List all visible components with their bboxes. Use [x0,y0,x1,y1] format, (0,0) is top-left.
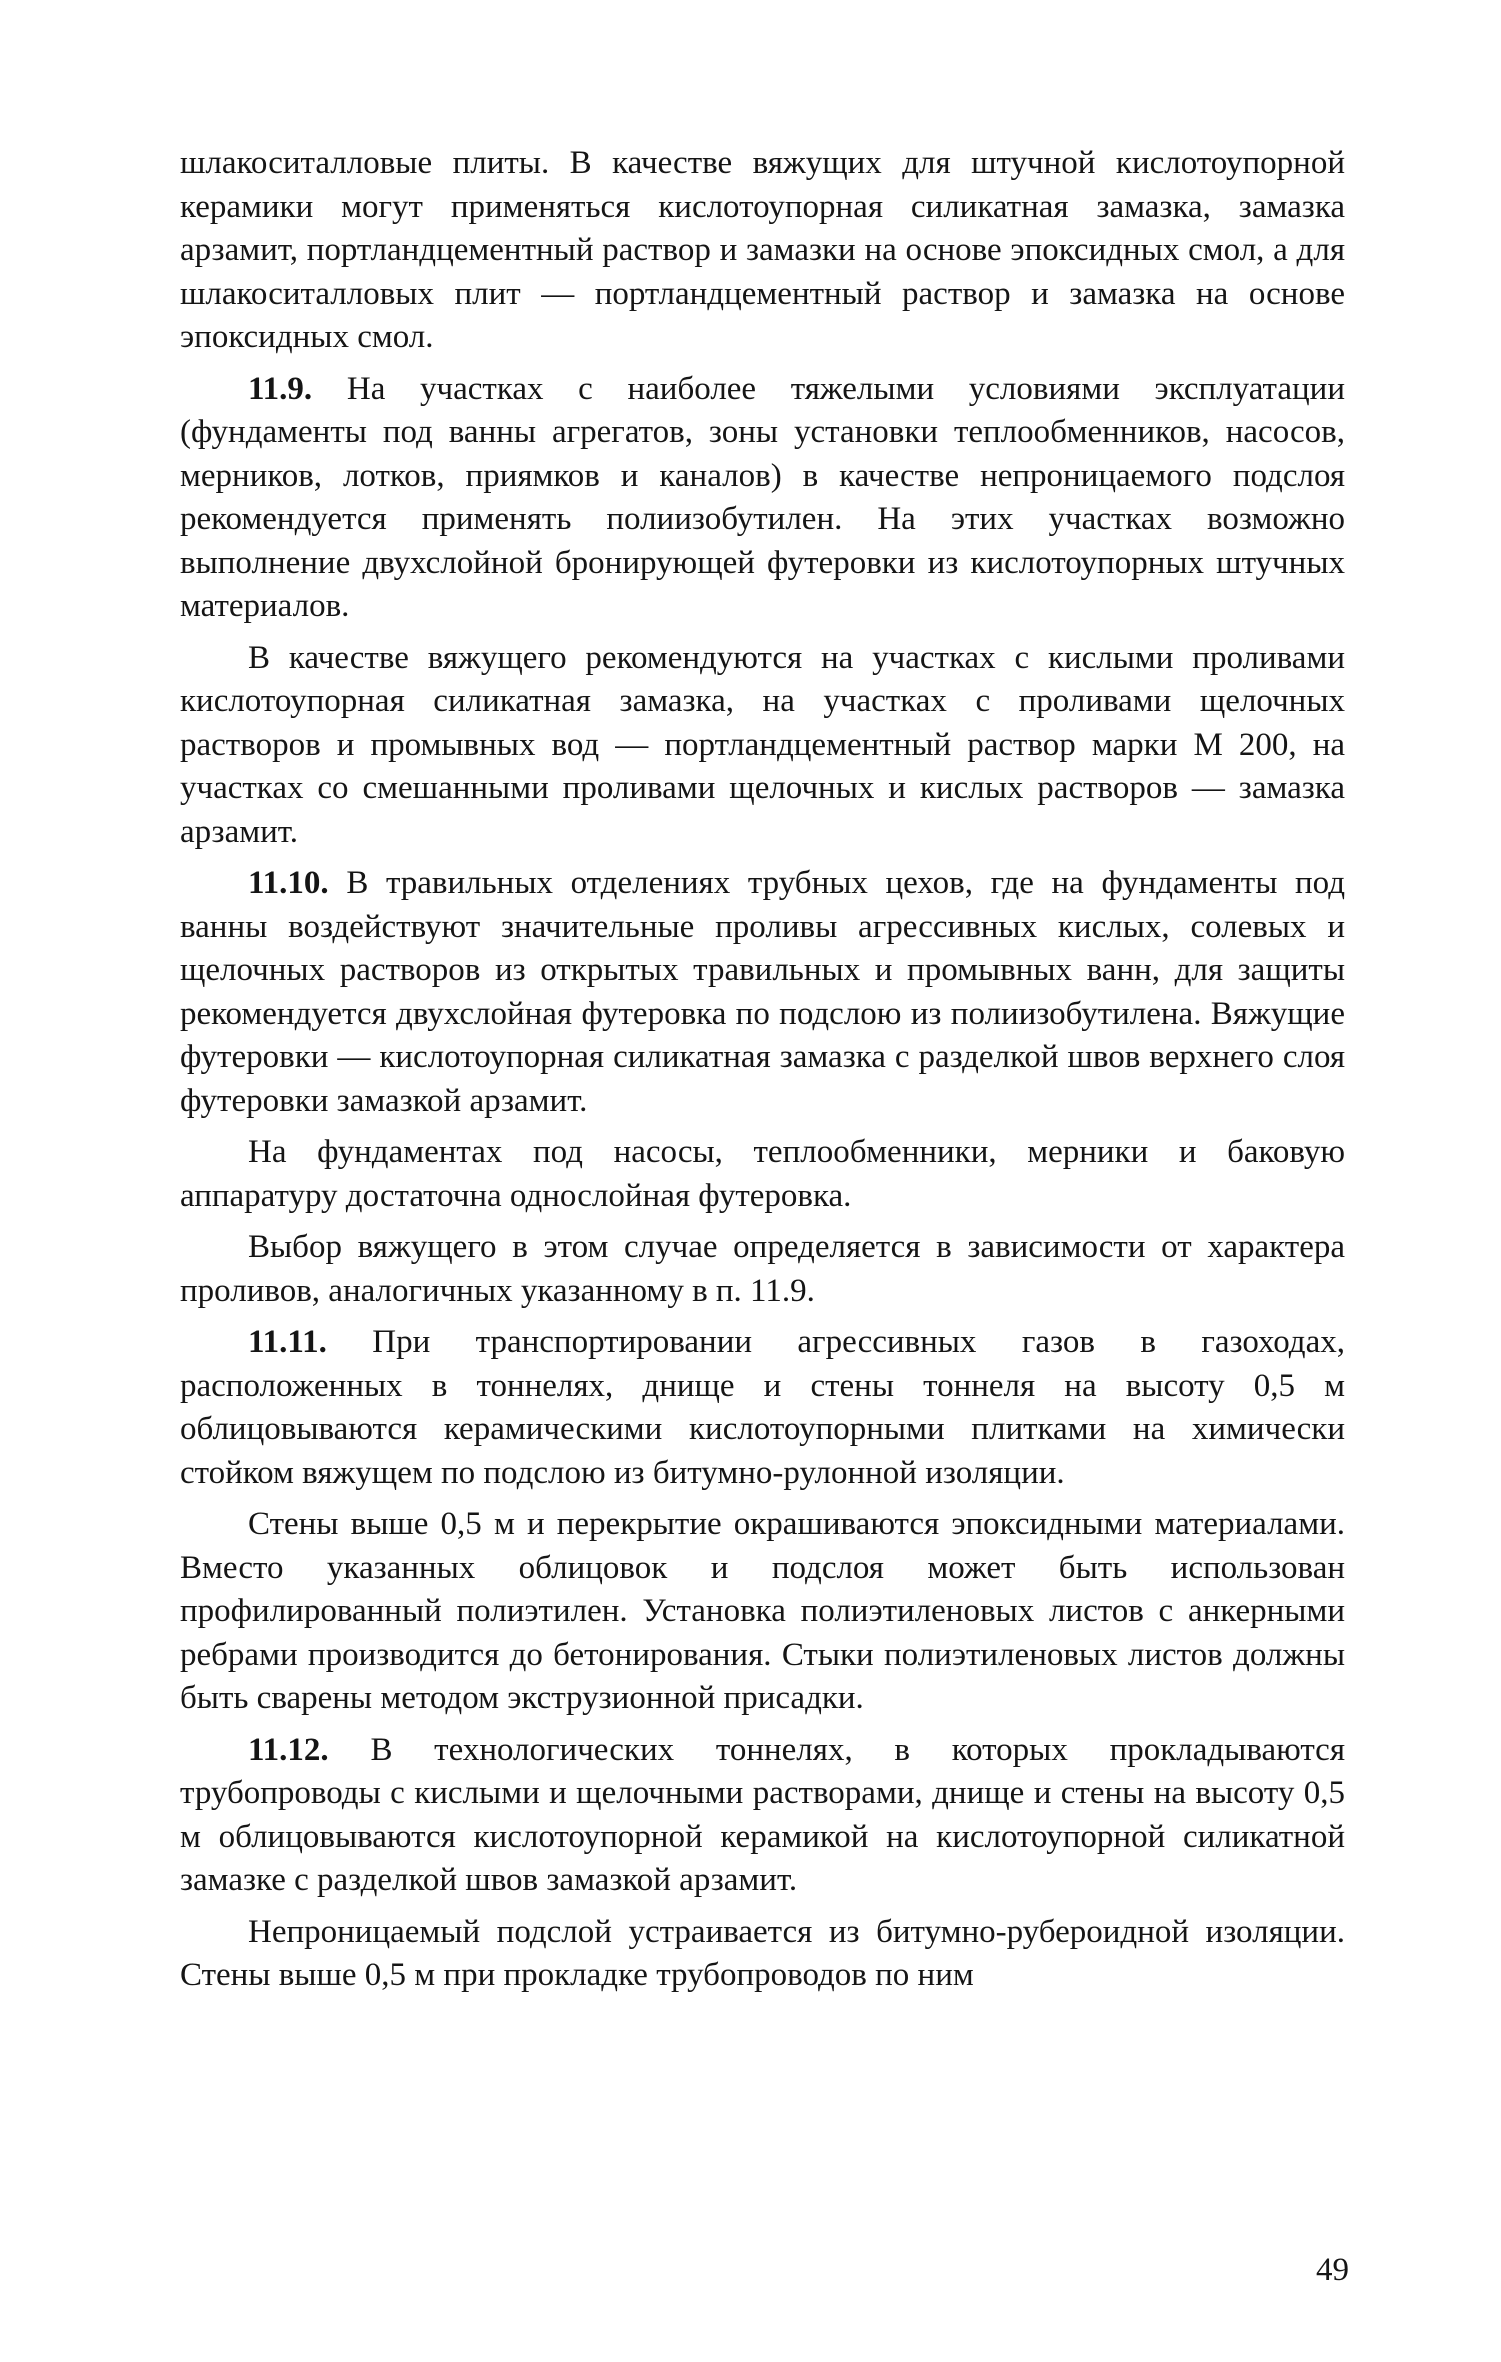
paragraph-text: На участках с наиболее тяжелыми условиями эксплуатации (фундаменты под ванны агрегатов, зоны установки теплообменников, насосов, мерников, лотков, приямков и каналов) в качестве непроницаемого подслоя рекомендуется применять полиизобутилен. На этих участках возможно выполнение двухслойной бронирующей футеровки из кислотоупорных штучных материалов. [180,370,1345,624]
paragraph-text: Выбор вяжущего в этом случае определяется в зависимости от характера проливов, аналогичных указанному в п. 11.9. [180,1229,1345,1309]
page-number: 49 [1316,2252,1349,2288]
section-number: 11.12. [248,1731,329,1768]
paragraph-foundations [180,1131,1345,1218]
paragraph-sublayer [180,1911,1345,1998]
paragraph-text: шлакоситалловые плиты. В качестве вяжущих для штучной кислотоупорной керамики могут применяться кислотоупорная силикатная замазка, замазка арзамит, портландцементный раствор и замазки на основе эпоксидных смол, а для шлакоситалловых плит — портландцементный раствор и замазка на основе эпоксидных смол. [180,145,1345,355]
paragraph-binder-choice [180,1226,1345,1313]
paragraph-11-11 [180,1321,1345,1495]
section-number: 11.10. [248,865,329,901]
paragraph-11-10 [180,862,1345,1123]
paragraph-text: На фундаментах под насосы, теплообменники, мерники и баковую аппаратуру достаточна однослойная футеровка. [180,1134,1345,1214]
page-body [180,142,1345,1998]
paragraph-text: При транспортировании агрессивных газов в газоходах, расположенных в тоннелях, днище и стены тоннеля на высоту 0,5 м облицовываются керамическими кислотоупорными плитками на химически стойком вяжущем по подслою из битумно-рулонной изоляции. [180,1324,1345,1491]
paragraph-walls [180,1503,1345,1721]
paragraph-text: Непроницаемый подслой устраивается из битумно-рубероидной изоляции. Стены выше 0,5 м при прокладке трубопроводов по ним [180,1913,1345,1993]
paragraph-11-9 [180,368,1345,629]
section-number: 11.9. [248,370,313,407]
paragraph-binders [180,637,1345,855]
section-number: 11.11. [248,1324,327,1360]
paragraph-11-12 [180,1729,1345,1903]
paragraph-text: В травильных отделениях трубных цехов, где на фундаменты под ванны воздействуют значительные проливы агрессивных кислых, солевых и щелочных растворов из открытых травильных и промывных ванн, для защиты рекомендуется двухслойная футеровка по подслою из полиизобутилена. Вяжущие футеровки — кислотоупорная силикатная замазка с разделкой швов верхнего слоя футеровки замазкой арзамит. [180,865,1346,1119]
paragraph-text: В технологических тоннелях, в которых прокладываются трубопроводы с кислыми и щелочными растворами, днище и стены на высоту 0,5 м облицовываются кислотоупорной керамикой на кислотоупорной силикатной замазке с разделкой швов замазкой арзамит. [180,1731,1346,1898]
paragraph-text: Стены выше 0,5 м и перекрытие окрашиваются эпоксидными материалами. Вместо указанных облицовок и подслоя может быть использован профилированный полиэтилен. Установка полиэтиленовых листов с анкерными ребрами производится до бетонирования. Стыки полиэтиленовых листов должны быть сварены методом экструзионной присадки. [180,1506,1345,1716]
paragraph-text: В качестве вяжущего рекомендуются на участках с кислыми проливами кислотоупорная силикатная замазка, на участках с проливами щелочных растворов и промывных вод — портландцементный раствор марки М 200, на участках со смешанными проливами щелочных и кислых растворов — замазка арзамит. [180,639,1345,850]
paragraph-intro [180,142,1345,360]
